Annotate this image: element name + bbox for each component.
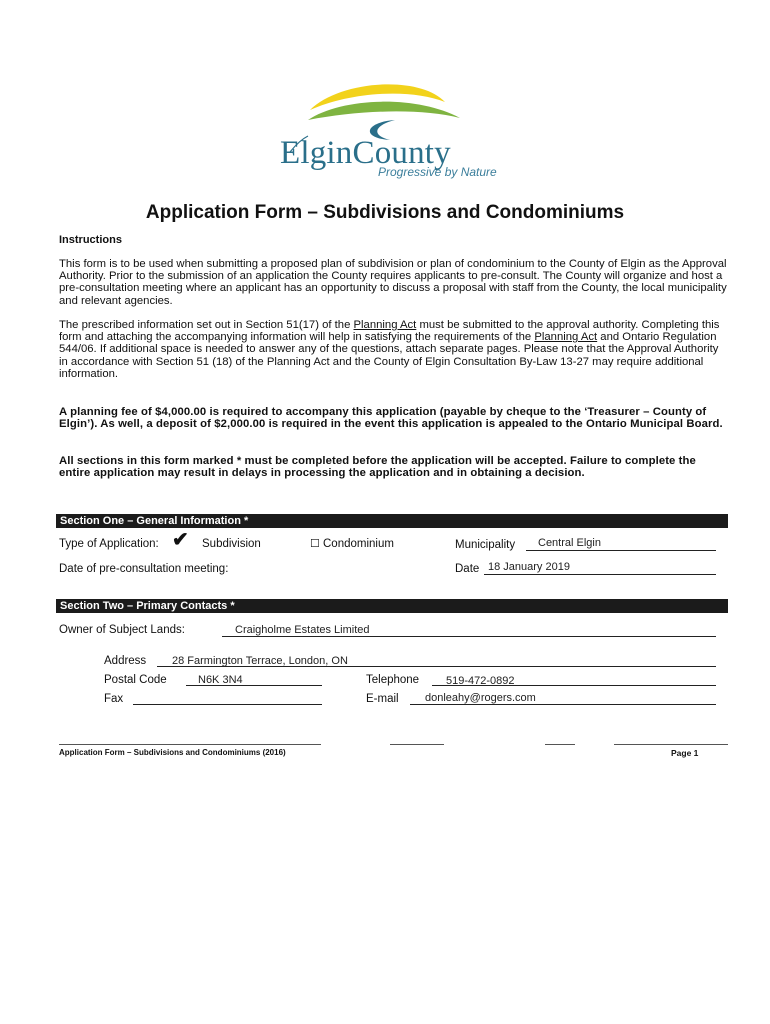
instructions-paragraph-2 xyxy=(59,319,727,380)
footer-divider-mid2 xyxy=(545,744,575,745)
section-one-header: Section One – General Information * xyxy=(56,514,728,528)
owner-value[interactable]: Craigholme Estates Limited xyxy=(235,624,370,636)
preconsultation-label: Date of pre-consultation meeting: xyxy=(59,563,229,575)
logo-name: ElginCounty xyxy=(280,135,451,171)
paragraph2-part-a: The prescribed information set out in Section 51(17) of the xyxy=(59,319,354,331)
checkmark-icon[interactable]: ✔ xyxy=(172,529,189,551)
telephone-label: Telephone xyxy=(366,674,420,686)
fax-label: Fax xyxy=(104,693,124,705)
elgin-county-logo xyxy=(270,80,530,185)
fax-field-line xyxy=(133,704,322,705)
date-field-line xyxy=(484,574,716,575)
municipality-label: Municipality xyxy=(455,539,516,551)
municipality-value[interactable]: Central Elgin xyxy=(538,537,601,549)
postal-code-label: Postal Code xyxy=(104,674,167,686)
municipality-field-line xyxy=(526,550,716,551)
type-of-application-label: Type of Application: xyxy=(59,538,159,550)
footer-divider-mid xyxy=(390,744,444,745)
logo-tagline: Progressive by Nature xyxy=(378,165,497,179)
postal-code-value[interactable]: N6K 3N4 xyxy=(198,674,243,686)
page-title: Application Form – Subdivisions and Condominiums xyxy=(145,202,625,223)
required-sections-paragraph: All sections in this form marked * must be completed before the application will be accepted. Failure to complete the entire application may result in delays in processing the application and in obtaining a decision. xyxy=(59,455,696,480)
telephone-value[interactable]: 519-472-0892 xyxy=(446,675,515,687)
footer-page-number: Page 1 xyxy=(671,748,699,758)
email-field-line xyxy=(410,704,716,705)
subdivision-option-label: Subdivision xyxy=(202,538,261,550)
condominium-checkbox[interactable]: ☐ xyxy=(310,538,320,550)
date-value[interactable]: 18 January 2019 xyxy=(488,561,570,573)
owner-label: Owner of Subject Lands: xyxy=(59,624,185,636)
email-label: E-mail xyxy=(366,693,399,705)
planning-act-reference: Planning Act xyxy=(353,319,417,331)
instructions-heading: Instructions xyxy=(59,234,122,246)
instructions-paragraph-1: This form is to be used when submitting a proposed plan of subdivision or plan of condominium to the County of Elgin as the Approval Authority. Prior to the submission of an application the County requires applicants to pre-consult. The County will organize and host a pre-consultation meeting where an applicant has an opportunity to discuss a proposal with staff from the County, the local municipality and relevant agencies. xyxy=(59,258,727,307)
email-value[interactable]: donleahy@rogers.com xyxy=(425,692,536,704)
planning-act-reference: Planning Act xyxy=(534,331,598,344)
address-value[interactable]: 28 Farmington Terrace, London, ON xyxy=(172,655,348,667)
fee-paragraph: A planning fee of $4,000.00 is required to accompany this application (payable by cheque to the ‘Treasurer – County of Elgin’). As well, a deposit of $2,000.00 is required in the event this application is appealed to the Ontario Municipal Board. xyxy=(59,406,723,431)
condominium-option-label: Condominium xyxy=(323,538,394,550)
date-label: Date xyxy=(455,563,480,575)
section-two-header: Section Two – Primary Contacts * xyxy=(56,599,728,613)
paragraph2-part-c: and Ontario Regulation 544/06. If additional space is needed to answer any of the questions, attach separate pages. Please note that the Approval Authority in accordance with Section 51 (18) of the Planning Act and the County of Elgin Consultation By-Law 13-27 may require additional information. xyxy=(59,331,719,380)
paragraph2-part-b: must be submitted to the approval authority. Completing this form and attaching the accompanying information will help in satisfying the requirements of the xyxy=(59,319,720,344)
footer-divider-left xyxy=(59,744,321,745)
footer-form-title: Application Form – Subdivisions and Condominiums (2016) xyxy=(59,748,286,757)
footer-divider-right xyxy=(614,744,728,745)
address-label: Address xyxy=(104,655,147,667)
owner-field-line xyxy=(222,636,716,637)
